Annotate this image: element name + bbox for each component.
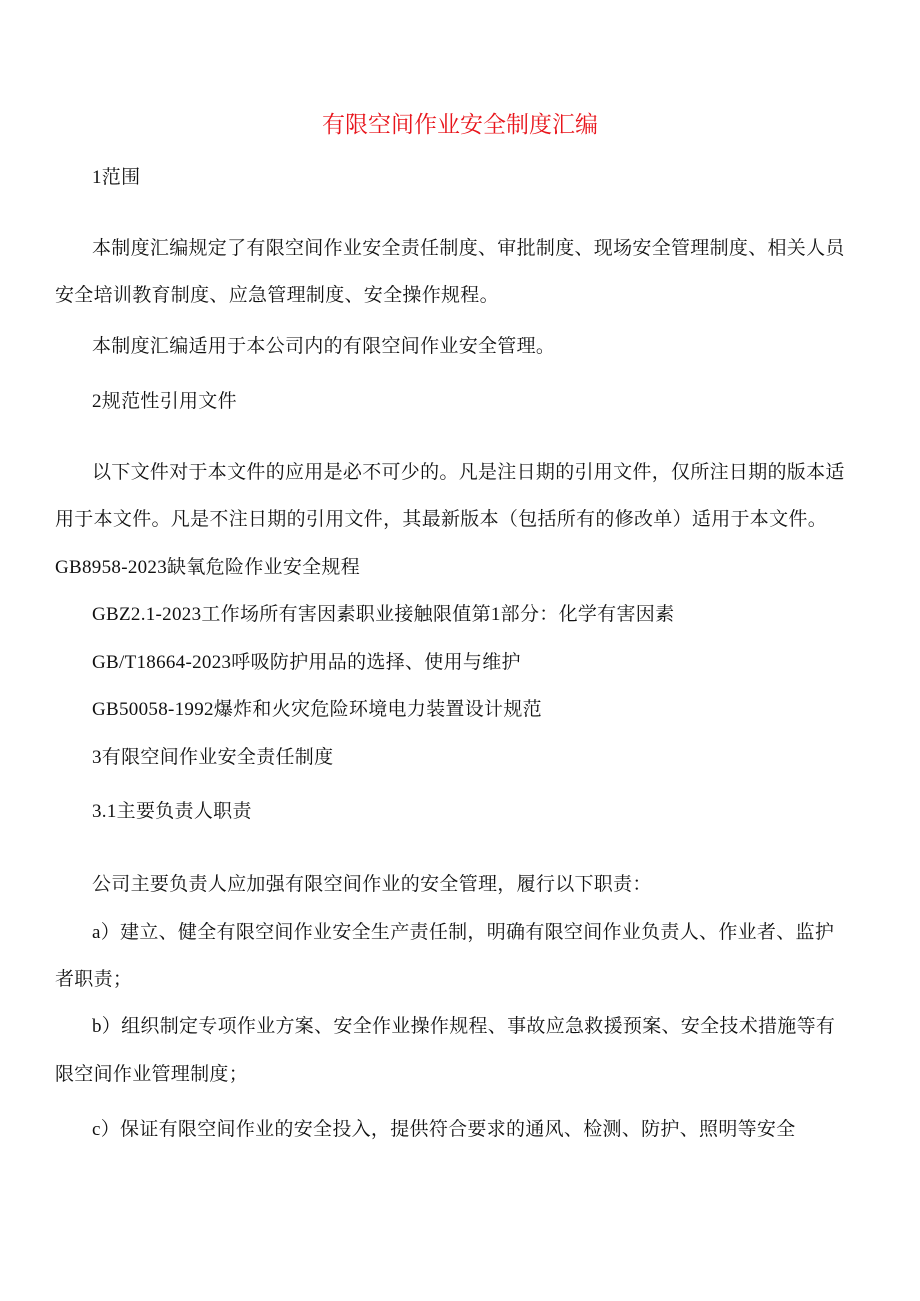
list-item-line: 者职责；: [55, 969, 133, 990]
paragraph-line: 公司主要负责人应加强有限空间作业的安全管理，履行以下职责：: [92, 874, 652, 895]
list-item-line: 限空间作业管理制度；: [55, 1064, 249, 1085]
paragraph-line: 以下文件对于本文件的应用是必不可少的。凡是注日期的引用文件，仅所注日期的版本适: [92, 462, 845, 483]
list-item-line: b）组织制定专项作业方案、安全作业操作规程、事故应急救援预案、安全技术措施等有: [92, 1016, 836, 1037]
section-heading: 1范围: [92, 167, 141, 188]
reference-item: GBZ2.1-2023工作场所有害因素职业接触限值第1部分：化学有害因素: [92, 604, 675, 625]
section-heading: 2规范性引用文件: [92, 391, 237, 412]
paragraph-line: 本制度汇编规定了有限空间作业安全责任制度、审批制度、现场安全管理制度、相关人员: [92, 238, 845, 259]
section-heading: 3有限空间作业安全责任制度: [92, 747, 334, 768]
reference-item: GB8958-2023缺氧危险作业安全规程: [55, 557, 361, 578]
paragraph-line: 本制度汇编适用于本公司内的有限空间作业安全管理。: [92, 336, 556, 357]
list-item-line: c）保证有限空间作业的安全投入，提供符合要求的通风、检测、防护、照明等安全: [92, 1119, 796, 1140]
paragraph-line: 安全培训教育制度、应急管理制度、安全操作规程。: [55, 285, 499, 306]
paragraph-line: 用于本文件。凡是不注日期的引用文件，其最新版本（包括所有的修改单）适用于本文件。: [55, 509, 828, 530]
reference-item: GB50058-1992爆炸和火灾危险环境电力装置设计规范: [92, 699, 542, 720]
list-item-line: a）建立、健全有限空间作业安全生产责任制，明确有限空间作业负责人、作业者、监护: [92, 922, 835, 943]
document-title: 有限空间作业安全制度汇编: [322, 111, 598, 137]
reference-item: GB/T18664-2023呼吸防护用品的选择、使用与维护: [92, 652, 521, 673]
subsection-heading: 3.1主要负责人职责: [92, 801, 252, 822]
